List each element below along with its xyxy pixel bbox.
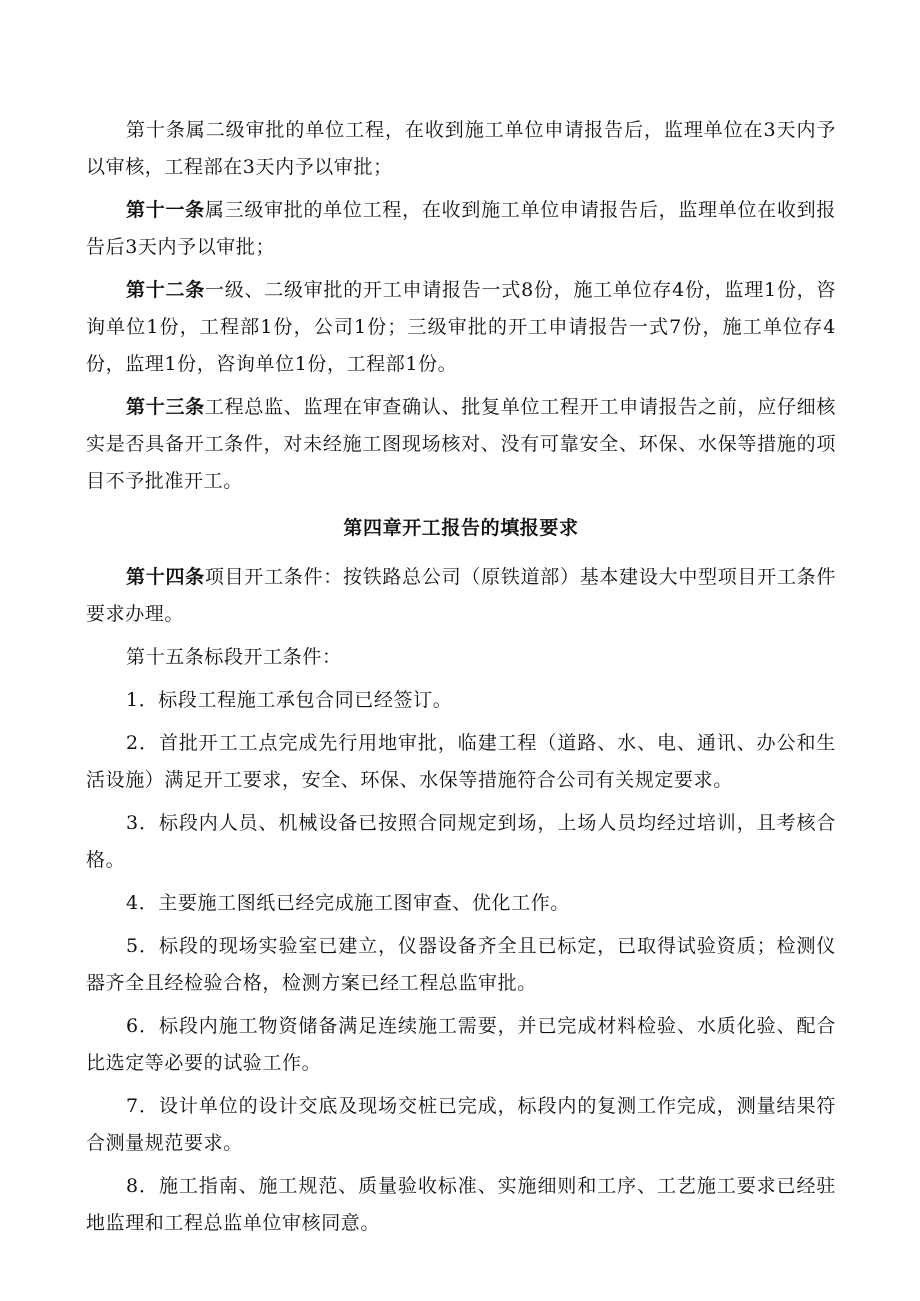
- condition-text: ．施工指南、施工规范、质量验收标准、实施细则和工序、工艺施工要求已经驻地监理和工程总监单位审核同意。: [86, 1175, 836, 1234]
- condition-item: [86, 928, 836, 1002]
- article-label: 第十四条: [126, 566, 205, 588]
- condition-item: [86, 885, 836, 922]
- condition-item: [86, 725, 836, 799]
- article-text: 属二级审批的单位工程，在收到施工单位申请报告后，监理单位在3天内予以审核，工程部在3天内予以审批；: [86, 119, 836, 178]
- article-15: [86, 639, 836, 676]
- article-label: 第十二条: [126, 279, 206, 301]
- article-label: 第十三条: [126, 396, 205, 418]
- chapter-title: 第四章开工报告的填报要求: [343, 517, 579, 539]
- condition-number: 8: [126, 1175, 139, 1197]
- article-14: [86, 559, 836, 633]
- condition-item: [86, 805, 836, 879]
- condition-item: [86, 1168, 836, 1242]
- condition-item: [86, 1008, 836, 1082]
- article-label: 第十条: [126, 119, 186, 141]
- article-13: [86, 389, 836, 500]
- article-text: 一级、二级审批的开工申请报告一式8份，施工单位存4份，监理1份，咨询单位1份，工程部1份，公司1份；三级审批的开工申请报告一式7份，施工单位存4份，监理1份，咨询单位1份，工程部1份。: [86, 279, 836, 375]
- condition-item: [86, 682, 836, 719]
- condition-number: 3: [126, 812, 139, 834]
- condition-text: ．标段工程施工承包合同已经签订。: [138, 689, 453, 711]
- condition-text: ．标段的现场实验室已建立，仪器设备齐全且已标定，已取得试验资质；检测仪器齐全且经检验合格，检测方案已经工程总监审批。: [86, 935, 836, 994]
- condition-number: 6: [126, 1015, 139, 1037]
- article-text: 工程总监、监理在审查确认、批复单位工程开工申请报告之前，应仔细核实是否具备开工条件，对未经施工图现场核对、没有可靠安全、环保、水保等措施的项目不予批准开工。: [86, 396, 836, 492]
- condition-item: [86, 1088, 836, 1162]
- article-label: 第十五条: [126, 646, 205, 668]
- condition-number: 4: [126, 892, 139, 914]
- condition-text: ．主要施工图纸已经完成施工图审查、优化工作。: [138, 892, 570, 914]
- condition-number: 1: [126, 689, 139, 711]
- article-10: [86, 112, 836, 186]
- condition-text: ．标段内施工物资储备满足连续施工需要，并已完成材料检验、水质化验、配合比选定等必要的试验工作。: [86, 1015, 836, 1074]
- article-12: [86, 272, 836, 383]
- condition-text: ．标段内人员、机械设备已按照合同规定到场，上场人员均经过培训，且考核合格。: [86, 812, 836, 871]
- article-text: 项目开工条件：按铁路总公司（原铁道部）基本建设大中型项目开工条件要求办理。: [86, 566, 836, 625]
- article-11: [86, 192, 836, 266]
- article-text: 属三级审批的单位工程，在收到施工单位申请报告后，监理单位在收到报告后3天内予以审批；: [86, 199, 836, 258]
- condition-text: ．首批开工工点完成先行用地审批，临建工程（道路、水、电、通讯、办公和生活设施）满足开工要求，安全、环保、水保等措施符合公司有关规定要求。: [86, 732, 836, 791]
- condition-number: 2: [126, 732, 139, 754]
- condition-number: 7: [126, 1095, 139, 1117]
- article-label: 第十一条: [126, 199, 205, 221]
- condition-text: ．设计单位的设计交底及现场交桩已完成，标段内的复测工作完成，测量结果符合测量规范要求。: [86, 1095, 836, 1154]
- document-body: [86, 112, 836, 1248]
- condition-number: 5: [126, 935, 139, 957]
- article-text: 标段开工条件：: [204, 646, 342, 668]
